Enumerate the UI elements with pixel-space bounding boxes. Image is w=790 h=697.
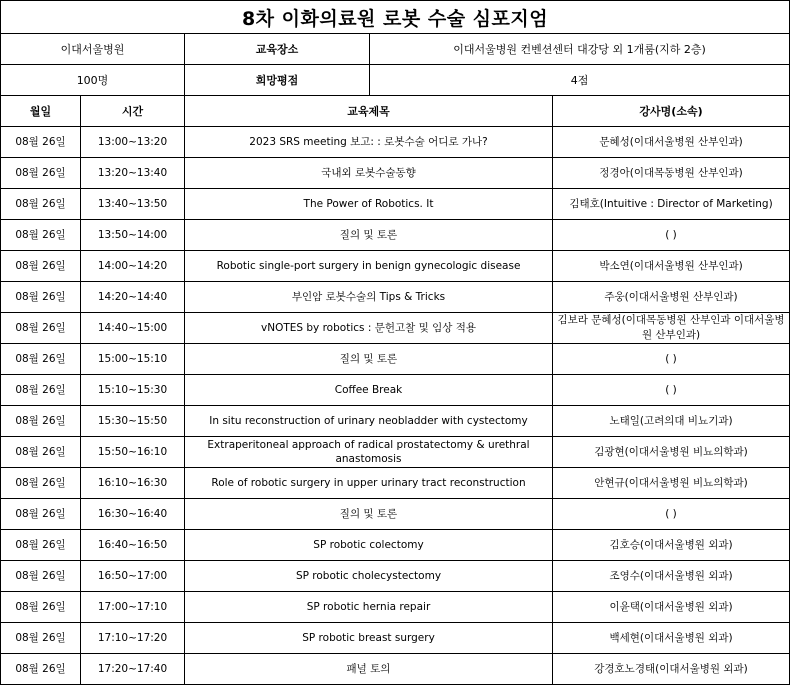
session-speaker: 주웅(이대서울병원 산부인과)	[553, 282, 790, 313]
session-date: 08월 26일	[1, 127, 81, 158]
page-title: 8차 이화의료원 로봇 수술 심포지엄	[1, 1, 790, 34]
table-row	[1, 530, 790, 561]
table-row	[1, 499, 790, 530]
table-row	[1, 406, 790, 437]
session-speaker: 정경아(이대목동병원 산부인과)	[553, 158, 790, 189]
session-time: 13:40~13:50	[81, 189, 185, 220]
header-topic: 교육제목	[185, 96, 553, 127]
session-speaker: ( )	[553, 220, 790, 251]
session-topic: 패널 토의	[185, 654, 553, 685]
session-speaker: 박소연(이대서울병원 산부인과)	[553, 251, 790, 282]
table-row	[1, 437, 790, 468]
schedule-body	[1, 127, 790, 685]
column-headers	[1, 96, 790, 127]
session-time: 16:30~16:40	[81, 499, 185, 530]
session-time: 13:50~14:00	[81, 220, 185, 251]
session-time: 17:00~17:10	[81, 592, 185, 623]
session-topic: In situ reconstruction of urinary neobladder with cystectomy	[185, 406, 553, 437]
header-speaker: 강사명(소속)	[553, 96, 790, 127]
session-topic: SP robotic colectomy	[185, 530, 553, 561]
session-date: 08월 26일	[1, 623, 81, 654]
session-speaker: 이윤택(이대서울병원 외과)	[553, 592, 790, 623]
session-speaker: ( )	[553, 344, 790, 375]
session-speaker: ( )	[553, 375, 790, 406]
session-topic: vNOTES by robotics : 문헌고찰 및 임상 적용	[185, 313, 553, 344]
session-date: 08월 26일	[1, 313, 81, 344]
capacity-value: 100명	[1, 65, 185, 96]
venue-label: 교육장소	[185, 34, 370, 65]
session-speaker: 김광현(이대서울병원 비뇨의학과)	[553, 437, 790, 468]
table-row	[1, 158, 790, 189]
session-topic: SP robotic cholecystectomy	[185, 561, 553, 592]
session-time: 15:30~15:50	[81, 406, 185, 437]
rating-value: 4점	[370, 65, 790, 96]
table-row	[1, 375, 790, 406]
session-speaker: 김태호(Intuitive : Director of Marketing)	[553, 189, 790, 220]
session-speaker: 안현규(이대서울병원 비뇨의학과)	[553, 468, 790, 499]
header-month-day: 월일	[1, 96, 81, 127]
table-row	[1, 127, 790, 158]
session-speaker: 조영수(이대서울병원 외과)	[553, 561, 790, 592]
table-row	[1, 468, 790, 499]
session-topic: Robotic single-port surgery in benign gynecologic disease	[185, 251, 553, 282]
session-speaker: 김호승(이대서울병원 외과)	[553, 530, 790, 561]
session-topic: 2023 SRS meeting 보고: : 로봇수술 어디로 가나?	[185, 127, 553, 158]
session-topic: SP robotic hernia repair	[185, 592, 553, 623]
venue-row	[1, 34, 790, 65]
session-time: 16:40~16:50	[81, 530, 185, 561]
session-topic: 질의 및 토론	[185, 344, 553, 375]
session-time: 15:10~15:30	[81, 375, 185, 406]
session-time: 15:50~16:10	[81, 437, 185, 468]
table-row	[1, 561, 790, 592]
venue-value: 이대서울병원 컨벤션센터 대강당 외 1개룸(지하 2층)	[370, 34, 790, 65]
session-topic: Role of robotic surgery in upper urinary tract reconstruction	[185, 468, 553, 499]
header-time: 시간	[81, 96, 185, 127]
session-date: 08월 26일	[1, 561, 81, 592]
rating-label: 희망평점	[185, 65, 370, 96]
session-time: 16:10~16:30	[81, 468, 185, 499]
session-date: 08월 26일	[1, 654, 81, 685]
session-speaker: 강경호노경태(이대서울병원 외과)	[553, 654, 790, 685]
table-row	[1, 592, 790, 623]
session-date: 08월 26일	[1, 344, 81, 375]
table-row	[1, 220, 790, 251]
session-time: 17:20~17:40	[81, 654, 185, 685]
session-topic: SP robotic breast surgery	[185, 623, 553, 654]
session-time: 14:40~15:00	[81, 313, 185, 344]
session-date: 08월 26일	[1, 468, 81, 499]
session-time: 14:20~14:40	[81, 282, 185, 313]
table-row	[1, 251, 790, 282]
hospital-name: 이대서울병원	[1, 34, 185, 65]
session-topic: 질의 및 토론	[185, 499, 553, 530]
session-date: 08월 26일	[1, 530, 81, 561]
session-time: 17:10~17:20	[81, 623, 185, 654]
session-date: 08월 26일	[1, 158, 81, 189]
table-row	[1, 189, 790, 220]
table-row	[1, 282, 790, 313]
table-row	[1, 313, 790, 344]
session-date: 08월 26일	[1, 282, 81, 313]
session-speaker: 백세현(이대서울병원 외과)	[553, 623, 790, 654]
session-time: 15:00~15:10	[81, 344, 185, 375]
session-time: 16:50~17:00	[81, 561, 185, 592]
table-row	[1, 654, 790, 685]
session-time: 13:20~13:40	[81, 158, 185, 189]
session-time: 13:00~13:20	[81, 127, 185, 158]
session-time: 14:00~14:20	[81, 251, 185, 282]
session-topic: 부인암 로봇수술의 Tips & Tricks	[185, 282, 553, 313]
table-row	[1, 344, 790, 375]
session-date: 08월 26일	[1, 499, 81, 530]
session-date: 08월 26일	[1, 251, 81, 282]
session-date: 08월 26일	[1, 592, 81, 623]
session-topic: 국내외 로봇수술동향	[185, 158, 553, 189]
session-topic: Extraperitoneal approach of radical prostatectomy & urethral anastomosis	[185, 437, 553, 468]
session-speaker: 김보라 문혜성(이대목동병원 산부인과 이대서울병원 산부인과)	[553, 313, 790, 344]
session-topic: Coffee Break	[185, 375, 553, 406]
capacity-row	[1, 65, 790, 96]
session-speaker: ( )	[553, 499, 790, 530]
session-date: 08월 26일	[1, 375, 81, 406]
session-speaker: 노태일(고려의대 비뇨기과)	[553, 406, 790, 437]
table-row	[1, 623, 790, 654]
session-date: 08월 26일	[1, 437, 81, 468]
session-speaker: 문혜성(이대서울병원 산부인과)	[553, 127, 790, 158]
session-topic: 질의 및 토론	[185, 220, 553, 251]
session-date: 08월 26일	[1, 220, 81, 251]
session-topic: The Power of Robotics. It	[185, 189, 553, 220]
session-date: 08월 26일	[1, 406, 81, 437]
session-date: 08월 26일	[1, 189, 81, 220]
